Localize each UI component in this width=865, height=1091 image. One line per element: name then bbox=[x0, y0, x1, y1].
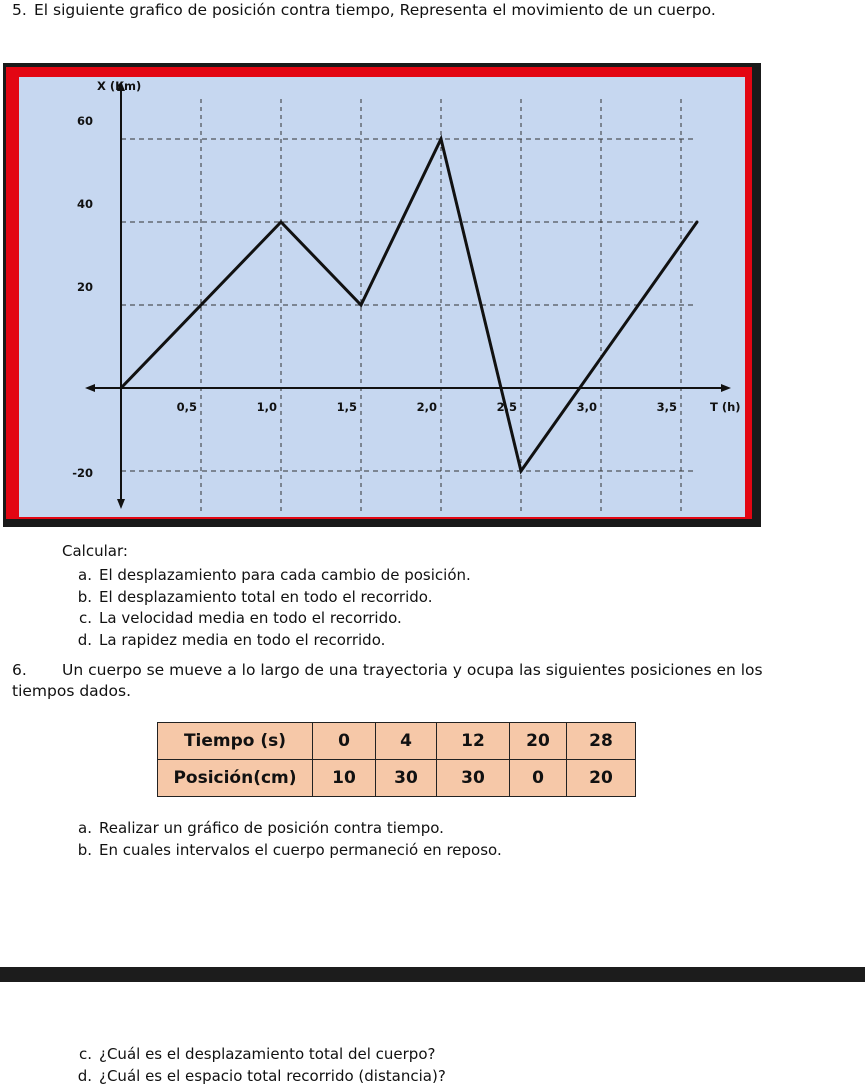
table-cell: 0 bbox=[313, 723, 376, 760]
data-point bbox=[360, 304, 363, 307]
y-tick-label: 40 bbox=[76, 197, 93, 211]
table-cell: 12 bbox=[437, 723, 510, 760]
calcular-list bbox=[60, 565, 471, 651]
x-tick-label: 1,0 bbox=[256, 400, 277, 414]
table-cell: 20 bbox=[567, 760, 636, 797]
page-divider-band bbox=[0, 967, 865, 982]
data-point bbox=[120, 387, 123, 390]
y-tick-label: 60 bbox=[76, 114, 93, 128]
data-point bbox=[696, 221, 699, 224]
question-5-number: 5. bbox=[12, 1, 27, 19]
x-axis-label: T (h) bbox=[710, 400, 741, 414]
table-row-time bbox=[158, 723, 636, 760]
table-row-position bbox=[158, 760, 636, 797]
x-axis-arrow-left bbox=[85, 384, 95, 392]
x-tick-label: 1,5 bbox=[336, 400, 357, 414]
x-axis-arrow-right bbox=[721, 384, 731, 392]
question-6-text: Un cuerpo se mueve a lo largo de una trayectoria y ocupa las siguientes posiciones en los tiempos dados. bbox=[12, 661, 763, 700]
x-tick-label: 2,0 bbox=[416, 400, 437, 414]
calcular-label: Calcular: bbox=[62, 542, 128, 560]
data-point bbox=[520, 470, 523, 473]
list-item: c. La velocidad media en todo el recorrido. bbox=[78, 609, 402, 627]
question-5-text: El siguiente grafico de posición contra tiempo, Representa el movimiento de un cuerpo. bbox=[34, 1, 716, 19]
table-cell: 28 bbox=[567, 723, 636, 760]
y-tick-label: -20 bbox=[72, 466, 93, 480]
position-time-chart bbox=[3, 63, 761, 527]
table-cell: 4 bbox=[376, 723, 437, 760]
y-axis-label: X (Km) bbox=[97, 79, 142, 93]
question-6-list bbox=[60, 818, 502, 861]
x-tick-label: 3,0 bbox=[576, 400, 597, 414]
list-item: a. Realizar un gráfico de posición contra tiempo. bbox=[78, 819, 444, 837]
table-header-time: Tiempo (s) bbox=[158, 723, 313, 760]
x-tick-label: 0,5 bbox=[176, 400, 197, 414]
y-axis-arrow-down bbox=[117, 499, 125, 509]
list-item: a. El desplazamiento para cada cambio de posición. bbox=[78, 566, 471, 584]
table-header-position: Posición(cm) bbox=[158, 760, 313, 797]
x-tick-label: 3,5 bbox=[656, 400, 677, 414]
table-cell: 10 bbox=[313, 760, 376, 797]
list-item: b. En cuales intervalos el cuerpo permaneció en reposo. bbox=[77, 840, 502, 859]
table-cell: 30 bbox=[376, 760, 437, 797]
data-point bbox=[280, 221, 283, 224]
list-item: b. El desplazamiento total en todo el recorrido. bbox=[77, 587, 433, 606]
y-tick-label: 20 bbox=[76, 280, 93, 294]
table-cell: 30 bbox=[437, 760, 510, 797]
data-point bbox=[440, 138, 443, 141]
question-6 bbox=[12, 660, 772, 702]
question-5 bbox=[12, 0, 782, 21]
list-item: d. ¿Cuál es el espacio total recorrido (distancia)? bbox=[77, 1066, 446, 1085]
table-cell: 0 bbox=[510, 760, 567, 797]
question-6-number: 6. bbox=[12, 661, 27, 679]
list-item: c. ¿Cuál es el desplazamiento total del cuerpo? bbox=[78, 1045, 436, 1063]
bottom-list bbox=[60, 1044, 446, 1087]
chart-frame bbox=[3, 63, 761, 527]
x-tick-label: 2,5 bbox=[496, 400, 517, 414]
table-cell: 20 bbox=[510, 723, 567, 760]
data-table bbox=[157, 722, 636, 797]
list-item: d. La rapidez media en todo el recorrido. bbox=[77, 630, 386, 649]
